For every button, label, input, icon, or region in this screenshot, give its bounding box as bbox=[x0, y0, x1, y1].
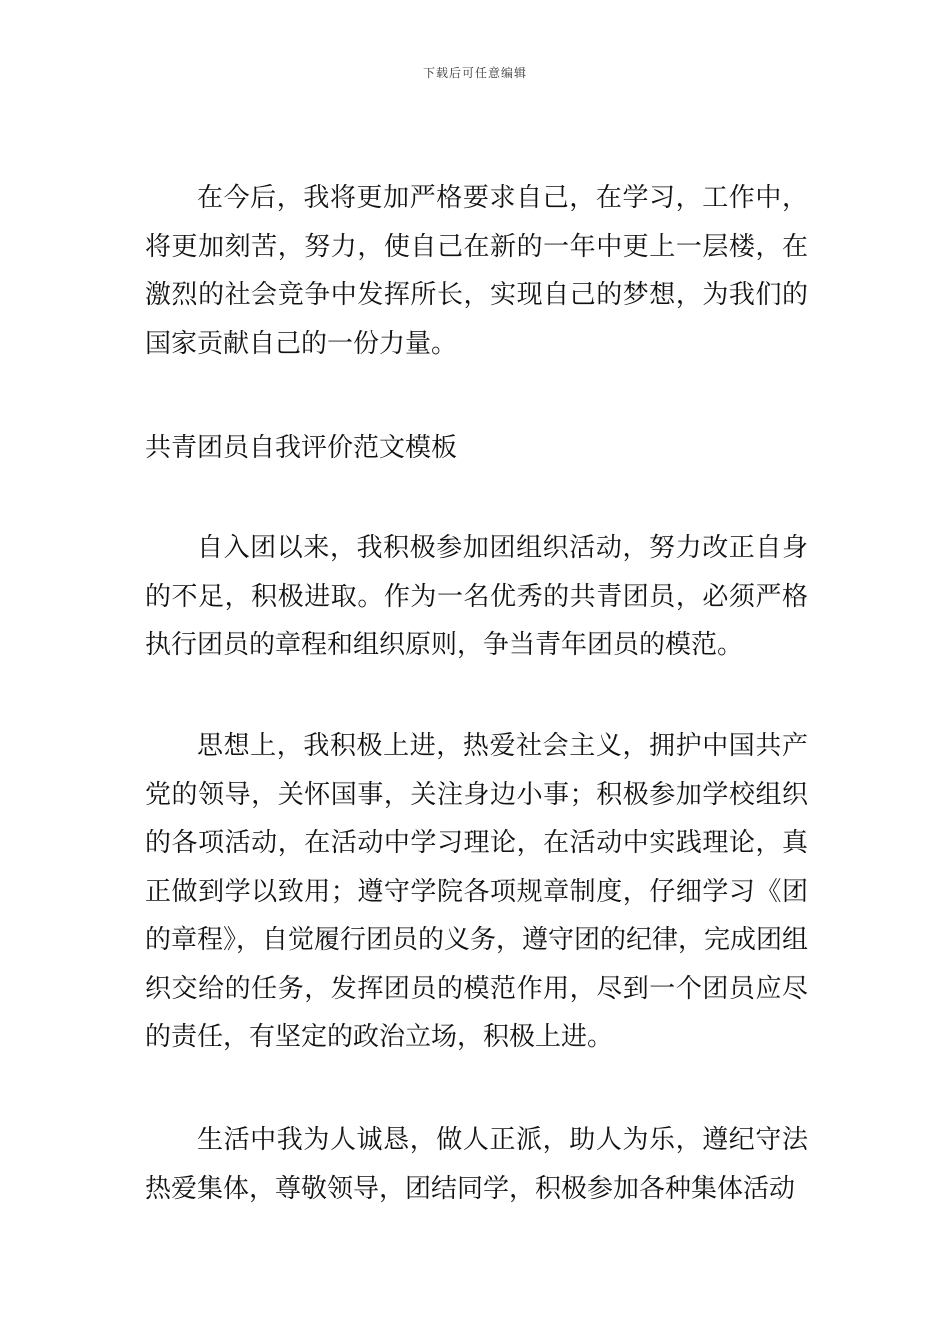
paragraph-4 bbox=[145, 1116, 808, 1213]
paragraph-1 bbox=[145, 174, 808, 368]
paragraph-text: 生活中我为人诚恳，做人正派，助人为乐，遵纪守法热爱集体，尊敬领导，团结同学，积极参加各种集体活动 bbox=[145, 1125, 808, 1204]
paragraph-text: 思想上，我积极上进，热爱社会主义，拥护中国共产党的领导，关怀国事，关注身边小事；积极参加学校组织的各项活动，在活动中学习理论，在活动中实践理论，真正做到学以致用；遵守学院各项规章制度，仔细学习《团的章程》，自觉履行团员的义务，遵守团的纪律，完成团组织交给的任务，发挥团员的模范作用，尽到一个团员应尽的责任，有坚定的政治立场，积极上进。 bbox=[145, 731, 809, 1052]
paragraph-3 bbox=[145, 722, 808, 1062]
paragraph-2 bbox=[145, 524, 808, 670]
section-heading: 共青团员自我评价范文模板 bbox=[145, 433, 458, 463]
page-header: 下载后可任意编辑 bbox=[422, 66, 527, 80]
paragraph-text: 在今后，我将更加严格要求自己，在学习，工作中，将更加刻苦，努力，使自己在新的一年中更上一层楼，在激烈的社会竞争中发挥所长，实现自己的梦想，为我们的国家贡献自己的一份力量。 bbox=[145, 183, 808, 359]
paragraph-text: 自入团以来，我积极参加团组织活动，努力改正自身的不足，积极进取。作为一名优秀的共青团员，必须严格执行团员的章程和组织原则，争当青年团员的模范。 bbox=[145, 533, 808, 660]
